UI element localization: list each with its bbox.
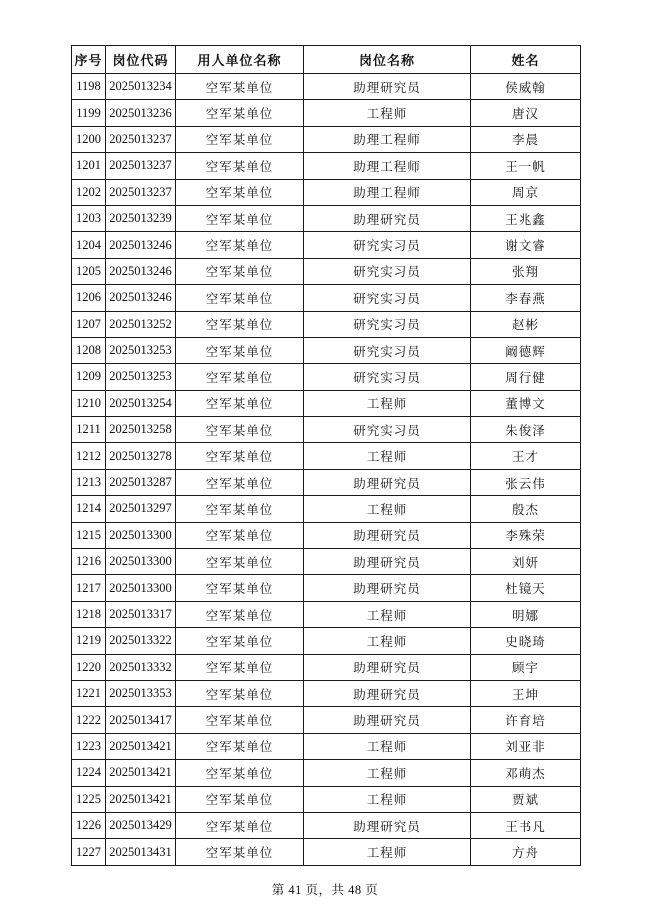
cell-position: 工程师 (304, 601, 471, 627)
cell-employer: 空军某单位 (176, 601, 304, 627)
cell-code: 2025013322 (106, 628, 176, 654)
cell-position: 工程师 (304, 496, 471, 522)
cell-code: 2025013300 (106, 575, 176, 601)
cell-position: 助理研究员 (304, 522, 471, 548)
cell-position: 研究实习员 (304, 311, 471, 337)
cell-code: 2025013429 (106, 812, 176, 838)
cell-name: 李殊荣 (471, 522, 581, 548)
cell-position: 研究实习员 (304, 364, 471, 390)
table-row (72, 258, 581, 284)
table-row (72, 126, 581, 152)
cell-employer: 空军某单位 (176, 390, 304, 416)
table-row (72, 443, 581, 469)
page-number-footer: 第 41 页，共 48 页 (271, 883, 379, 897)
cell-serial: 1198 (72, 74, 106, 100)
cell-position: 助理研究员 (304, 575, 471, 601)
cell-position: 研究实习员 (304, 258, 471, 284)
cell-position: 助理研究员 (304, 469, 471, 495)
cell-name: 阚德辉 (471, 337, 581, 363)
cell-code: 2025013237 (106, 153, 176, 179)
table-row (72, 680, 581, 706)
cell-name: 史晓琦 (471, 628, 581, 654)
cell-employer: 空军某单位 (176, 126, 304, 152)
cell-code: 2025013246 (106, 285, 176, 311)
header-cell-position: 岗位名称 (304, 46, 471, 74)
table-row (72, 179, 581, 205)
cell-serial: 1205 (72, 258, 106, 284)
cell-code: 2025013253 (106, 337, 176, 363)
cell-employer: 空军某单位 (176, 733, 304, 759)
cell-employer: 空军某单位 (176, 496, 304, 522)
cell-employer: 空军某单位 (176, 760, 304, 786)
cell-serial: 1221 (72, 680, 106, 706)
table-row (72, 285, 581, 311)
table-row (72, 232, 581, 258)
cell-name: 王书凡 (471, 812, 581, 838)
header-row (72, 46, 581, 74)
table-row (72, 100, 581, 126)
cell-employer: 空军某单位 (176, 812, 304, 838)
cell-position: 研究实习员 (304, 337, 471, 363)
cell-position: 工程师 (304, 100, 471, 126)
cell-code: 2025013258 (106, 417, 176, 443)
cell-employer: 空军某单位 (176, 153, 304, 179)
cell-position: 研究实习员 (304, 285, 471, 311)
table-row (72, 760, 581, 786)
cell-code: 2025013421 (106, 760, 176, 786)
cell-code: 2025013300 (106, 549, 176, 575)
cell-position: 助理研究员 (304, 74, 471, 100)
cell-serial: 1206 (72, 285, 106, 311)
cell-code: 2025013252 (106, 311, 176, 337)
cell-name: 王坤 (471, 680, 581, 706)
table-row (72, 390, 581, 416)
cell-employer: 空军某单位 (176, 205, 304, 231)
cell-position: 工程师 (304, 390, 471, 416)
cell-code: 2025013353 (106, 680, 176, 706)
cell-serial: 1222 (72, 707, 106, 733)
cell-position: 工程师 (304, 628, 471, 654)
cell-position: 助理研究员 (304, 654, 471, 680)
cell-employer: 空军某单位 (176, 74, 304, 100)
table-row (72, 496, 581, 522)
cell-employer: 空军某单位 (176, 232, 304, 258)
cell-name: 顾宇 (471, 654, 581, 680)
table-row (72, 601, 581, 627)
cell-code: 2025013421 (106, 733, 176, 759)
cell-employer: 空军某单位 (176, 628, 304, 654)
cell-code: 2025013237 (106, 179, 176, 205)
cell-code: 2025013421 (106, 786, 176, 812)
table-row (72, 839, 581, 865)
cell-serial: 1220 (72, 654, 106, 680)
cell-code: 2025013287 (106, 469, 176, 495)
cell-code: 2025013253 (106, 364, 176, 390)
cell-name: 刘亚非 (471, 733, 581, 759)
cell-serial: 1203 (72, 205, 106, 231)
cell-position: 工程师 (304, 733, 471, 759)
cell-employer: 空军某单位 (176, 786, 304, 812)
cell-serial: 1215 (72, 522, 106, 548)
table-row (72, 469, 581, 495)
table-row (72, 364, 581, 390)
cell-position: 助理工程师 (304, 126, 471, 152)
cell-code: 2025013236 (106, 100, 176, 126)
cell-serial: 1212 (72, 443, 106, 469)
table-row (72, 522, 581, 548)
table-row (72, 337, 581, 363)
cell-position: 工程师 (304, 786, 471, 812)
cell-serial: 1209 (72, 364, 106, 390)
cell-name: 杜镜天 (471, 575, 581, 601)
table-row (72, 311, 581, 337)
cell-serial: 1211 (72, 417, 106, 443)
table-header (72, 46, 581, 74)
cell-code: 2025013246 (106, 232, 176, 258)
cell-employer: 空军某单位 (176, 654, 304, 680)
cell-employer: 空军某单位 (176, 549, 304, 575)
cell-position: 助理研究员 (304, 812, 471, 838)
cell-position: 助理研究员 (304, 680, 471, 706)
cell-code: 2025013278 (106, 443, 176, 469)
cell-serial: 1200 (72, 126, 106, 152)
cell-name: 周行健 (471, 364, 581, 390)
cell-code: 2025013317 (106, 601, 176, 627)
cell-employer: 空军某单位 (176, 707, 304, 733)
cell-name: 王才 (471, 443, 581, 469)
cell-code: 2025013239 (106, 205, 176, 231)
cell-employer: 空军某单位 (176, 100, 304, 126)
cell-position: 助理工程师 (304, 153, 471, 179)
header-cell-serial: 序号 (72, 46, 106, 74)
cell-serial: 1210 (72, 390, 106, 416)
cell-serial: 1217 (72, 575, 106, 601)
cell-name: 侯威翰 (471, 74, 581, 100)
header-cell-name: 姓名 (471, 46, 581, 74)
cell-serial: 1199 (72, 100, 106, 126)
header-cell-code: 岗位代码 (106, 46, 176, 74)
table-body (72, 74, 581, 866)
cell-name: 刘妍 (471, 549, 581, 575)
cell-employer: 空军某单位 (176, 337, 304, 363)
cell-employer: 空军某单位 (176, 311, 304, 337)
cell-name: 周京 (471, 179, 581, 205)
cell-position: 助理研究员 (304, 205, 471, 231)
cell-position: 工程师 (304, 443, 471, 469)
cell-name: 明娜 (471, 601, 581, 627)
cell-employer: 空军某单位 (176, 364, 304, 390)
cell-position: 助理工程师 (304, 179, 471, 205)
cell-name: 朱俊泽 (471, 417, 581, 443)
cell-code: 2025013254 (106, 390, 176, 416)
cell-position: 助理研究员 (304, 707, 471, 733)
cell-serial: 1219 (72, 628, 106, 654)
cell-serial: 1223 (72, 733, 106, 759)
cell-employer: 空军某单位 (176, 680, 304, 706)
cell-serial: 1213 (72, 469, 106, 495)
cell-name: 唐汉 (471, 100, 581, 126)
cell-serial: 1224 (72, 760, 106, 786)
cell-serial: 1202 (72, 179, 106, 205)
cell-code: 2025013246 (106, 258, 176, 284)
cell-code: 2025013237 (106, 126, 176, 152)
cell-code: 2025013417 (106, 707, 176, 733)
cell-name: 王兆鑫 (471, 205, 581, 231)
table-row (72, 786, 581, 812)
cell-position: 工程师 (304, 839, 471, 865)
table-row (72, 549, 581, 575)
table-row (72, 628, 581, 654)
cell-employer: 空军某单位 (176, 285, 304, 311)
roster-table (71, 45, 581, 866)
cell-name: 李晨 (471, 126, 581, 152)
header-cell-employer: 用人单位名称 (176, 46, 304, 74)
cell-serial: 1214 (72, 496, 106, 522)
cell-name: 许育培 (471, 707, 581, 733)
cell-serial: 1208 (72, 337, 106, 363)
table-row (72, 733, 581, 759)
cell-employer: 空军某单位 (176, 179, 304, 205)
table-row (72, 153, 581, 179)
cell-name: 殷杰 (471, 496, 581, 522)
cell-serial: 1226 (72, 812, 106, 838)
table-row (72, 74, 581, 100)
cell-serial: 1201 (72, 153, 106, 179)
table-row (72, 575, 581, 601)
cell-position: 研究实习员 (304, 417, 471, 443)
cell-position: 工程师 (304, 760, 471, 786)
table-row (72, 205, 581, 231)
cell-employer: 空军某单位 (176, 839, 304, 865)
table-row (72, 812, 581, 838)
cell-position: 助理研究员 (304, 549, 471, 575)
cell-serial: 1218 (72, 601, 106, 627)
cell-serial: 1216 (72, 549, 106, 575)
cell-name: 方舟 (471, 839, 581, 865)
cell-code: 2025013332 (106, 654, 176, 680)
cell-code: 2025013300 (106, 522, 176, 548)
cell-name: 李春燕 (471, 285, 581, 311)
cell-serial: 1207 (72, 311, 106, 337)
cell-name: 张云伟 (471, 469, 581, 495)
cell-employer: 空军某单位 (176, 443, 304, 469)
cell-employer: 空军某单位 (176, 417, 304, 443)
cell-name: 赵彬 (471, 311, 581, 337)
cell-employer: 空军某单位 (176, 522, 304, 548)
cell-code: 2025013297 (106, 496, 176, 522)
cell-name: 董博文 (471, 390, 581, 416)
cell-name: 贾斌 (471, 786, 581, 812)
cell-employer: 空军某单位 (176, 575, 304, 601)
table-row (72, 707, 581, 733)
cell-name: 邓萌杰 (471, 760, 581, 786)
cell-name: 王一帆 (471, 153, 581, 179)
cell-employer: 空军某单位 (176, 469, 304, 495)
cell-name: 张翔 (471, 258, 581, 284)
cell-serial: 1204 (72, 232, 106, 258)
cell-code: 2025013431 (106, 839, 176, 865)
cell-name: 谢文睿 (471, 232, 581, 258)
cell-code: 2025013234 (106, 74, 176, 100)
cell-position: 研究实习员 (304, 232, 471, 258)
cell-employer: 空军某单位 (176, 258, 304, 284)
table-row (72, 417, 581, 443)
cell-serial: 1225 (72, 786, 106, 812)
cell-serial: 1227 (72, 839, 106, 865)
table-row (72, 654, 581, 680)
